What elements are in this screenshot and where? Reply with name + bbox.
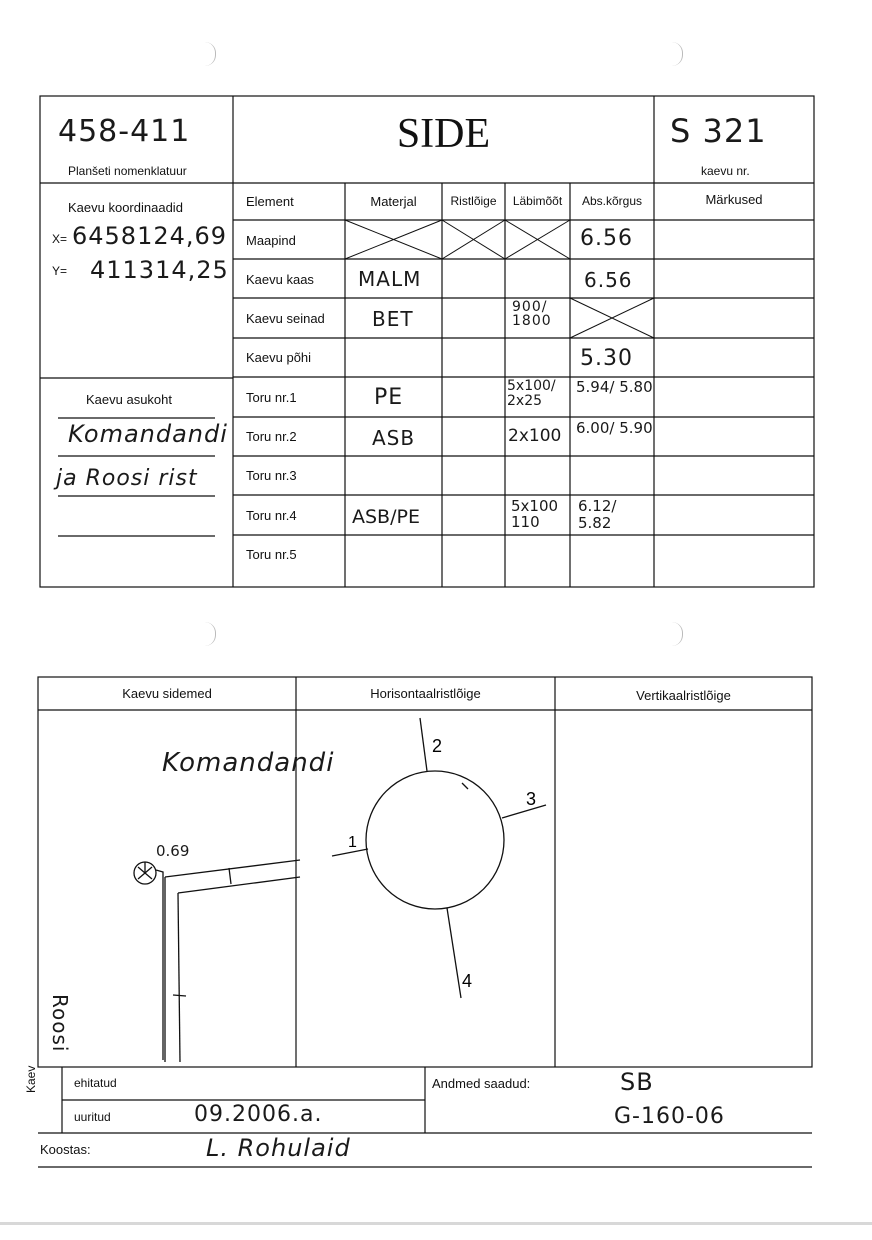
header-ristloige: Ristlõige xyxy=(450,194,497,208)
header-materjal: Materjal xyxy=(370,194,417,209)
row-label: Kaevu seinad xyxy=(246,311,325,326)
coords-label: Kaevu koordinaadid xyxy=(68,200,183,215)
header-abs: Abs.kõrgus xyxy=(581,194,643,208)
circle-label: 2 xyxy=(432,736,443,756)
uuritud-label: uuritud xyxy=(74,1110,111,1124)
col-header-vertikaal: Vertikaalristlõige xyxy=(636,688,731,703)
row-label: Toru nr.4 xyxy=(246,508,297,523)
location-label: Kaevu asukoht xyxy=(86,392,173,407)
scan-edge xyxy=(0,1222,872,1225)
abs-value: 6.56 xyxy=(580,226,633,251)
col-header-horisontaal: Horisontaalristlõige xyxy=(370,686,481,701)
labimoot-value: 5x100/ 2x25 xyxy=(507,378,556,409)
materjal-value: MALM xyxy=(358,267,422,291)
ehitatud-label: ehitatud xyxy=(74,1076,117,1090)
nomenclature-label: Planšeti nomenklatuur xyxy=(68,164,187,178)
materjal-value: BET xyxy=(372,307,414,331)
row-label: Toru nr.1 xyxy=(246,390,297,405)
header-labimoot: Läbimõõt xyxy=(512,194,563,208)
andmed-value2: G-160-06 xyxy=(614,1104,725,1129)
materjal-value: PE xyxy=(374,385,404,410)
abs-value: 5.30 xyxy=(580,346,633,371)
sketch-street-label: Komandandi xyxy=(162,748,335,778)
row-label: Toru nr.5 xyxy=(246,547,297,562)
labimoot-value: 5x100 110 xyxy=(511,497,559,531)
row-label: Maapind xyxy=(246,233,296,248)
abs-value: 5.94/ 5.80 xyxy=(576,378,653,396)
materjal-value: ASB xyxy=(372,426,416,450)
labimoot-value: 900/ 1800 xyxy=(512,299,552,329)
location-line2: ja Roosi rist xyxy=(56,466,198,491)
well-number-value: S 321 xyxy=(670,112,767,150)
header-markused: Märkused xyxy=(705,192,763,207)
page-title: SIDE xyxy=(396,111,491,157)
location-line1: Komandandi xyxy=(68,420,228,448)
andmed-label: Andmed saadud: xyxy=(432,1076,531,1091)
koostas-label: Koostas: xyxy=(40,1142,91,1157)
row-label: Kaevu põhi xyxy=(246,350,312,365)
uuritud-value: 09.2006.a. xyxy=(194,1102,323,1127)
coord-x-value: 6458124,69 xyxy=(72,222,228,250)
well-number-label: kaevu nr. xyxy=(701,164,750,178)
andmed-value1: SB xyxy=(620,1068,654,1096)
kaev-label: Kaev xyxy=(24,1065,38,1093)
header-element: Element xyxy=(246,194,294,209)
row-label: Toru nr.2 xyxy=(246,429,297,444)
circle-label: 3 xyxy=(526,789,537,809)
sketch-elevation: 0.69 xyxy=(156,842,190,860)
nomenclature-value: 458-411 xyxy=(58,114,191,149)
sketch-street-side: Roosi xyxy=(48,994,72,1053)
abs-value: 6.00/ 5.90 xyxy=(576,419,653,437)
col-header-sidemed: Kaevu sidemed xyxy=(122,686,212,701)
coord-y-value: 411314,25 xyxy=(90,256,229,284)
materjal-value: ASB/PE xyxy=(352,506,420,528)
row-label: Kaevu kaas xyxy=(246,272,314,287)
koostas-value: L. Rohulaid xyxy=(206,1134,351,1162)
abs-value: 6.56 xyxy=(584,268,633,292)
labimoot-value: 2x100 xyxy=(508,426,562,446)
abs-value: 6.12/ 5.82 xyxy=(578,497,617,532)
coord-x-label: X= xyxy=(52,232,68,246)
row-label: Toru nr.3 xyxy=(246,468,297,483)
circle-label: 1 xyxy=(348,834,357,851)
coord-y-label: Y= xyxy=(52,264,68,278)
circle-label: 4 xyxy=(462,971,473,991)
